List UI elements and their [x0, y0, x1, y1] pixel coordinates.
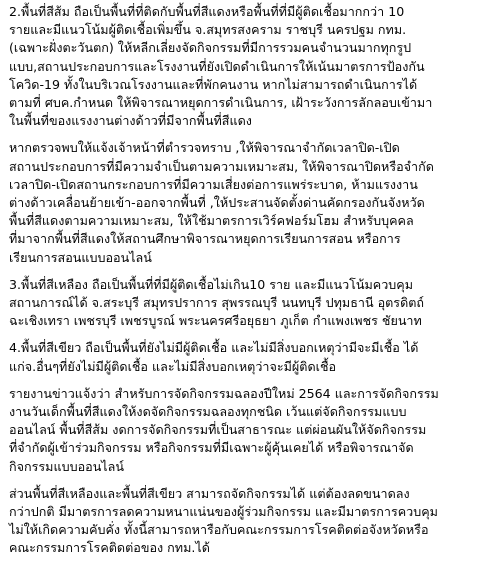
text-line: แก่จ.อื่นๆที่ยังไม่มีผู้ติดเชื้อ และไม่มีสิ่งบอกเหตุว่าจะมีผู้ติดเชื้อ [9, 358, 337, 374]
text-line: ต่างด้าวเคลื่อนย้ายเข้า-ออกจากพื้นที่ ,ให้ประสานจัดตั้งด่านคัดกรองกันจังหวัด [9, 195, 425, 211]
text-line: ออนไลน์ พื้นที่สีส้ม งดการจัดกิจกรรมที่เป็นสาธารณะ แต่ผ่อนผันให้จัดกิจกรรม [9, 422, 427, 438]
text-line: พื้นที่สีแดงตามความเหมาะสม, ให้ใช้มาตรการเวิร์คฟอร์มโฮม สำหรับบุคคล [9, 213, 414, 229]
text-line: รายงานข่าวแจ้งว่า สำหรับการจัดกิจกรรมฉลองปีใหม่ 2564 และการจัดกิจกรรม [9, 385, 439, 401]
paragraph-green-zone [9, 339, 491, 375]
text-line: 4.พื้นที่สีเขียว ถือเป็นพื้นที่ยังไม่มีผู้ติดเชื้อ และไม่มีสิ่งบอกเหตุว่ามีจะมีเชื้อ ได้ [9, 340, 419, 356]
text-line: กว่าปกติ มีมาตรการลดความหนาแน่นของผู้ร่วมกิจกรรม และมีมาตรการควบคุม [9, 504, 438, 520]
paragraph-orange-zone [9, 3, 491, 130]
text-line: ฉะเชิงเทรา เพชรบุรี เพชรบูรณ์ พระนครศรีอยุธยา ภูเก็ต กำแพงเพชร ชัยนาท [9, 313, 422, 329]
paragraph-yellow-green-activities [9, 485, 491, 558]
text-line: สถานการณ์ได้ จ.สระบุรี สมุทรปราการ สุพรรณบุรี นนทบุรี ปทุมธานี อุตรดิตถ์ [9, 295, 425, 311]
text-line: เวลาปิด-เปิดสถานกระกอบการที่มีความเสี่ยงต่อการแพร่ระบาด, ห้ามแรงงาน [9, 176, 418, 192]
text-line: โควิด-19 ทั้งในบริเวณโรงงานและที่พักคนงาน หากไม่สามารถดำเนินการได้ [9, 76, 418, 92]
text-line: ในพื้นที่ของแรงงานต่างด้าวที่มีจากพื้นที่สีแดง [9, 113, 252, 129]
text-line: สถานประกอบการที่มีความจำเป็นตามความเหมาะสม, ให้พิจารณาปิดหรือจำกัด [9, 158, 434, 174]
text-line: 3.พื้นที่สีเหลือง ถือเป็นพื้นที่ที่มีผู้ติดเชื้อไม่เกิน10 ราย และมีแนวโน้มควบคุม [9, 276, 414, 292]
text-line: งานวันเด็กพื้นที่สีแดงให้งดจัดกิจกรรมฉลองทุกชนิด เว้นแต่จัดกิจกรรมแบบ [9, 404, 407, 420]
text-line: (เฉพาะฝั่งตะวันตก) ให้หลีกเลี่ยงจัดกิจกรรมที่มีการรวมคนจำนวนมากทุกรูป [9, 40, 412, 56]
text-line: ส่วนพื้นที่สีเหลืองและพื้นที่สีเขียว สามารถจัดกิจกรรมได้ แต่ต้องลดขนาดลง [9, 485, 410, 501]
text-line: รายและมีแนวโน้มผู้ติดเชื้อเพิ่มขึ้น จ.สมุทรสงคราม ราชบุรี นครปฐม กทม. [9, 22, 407, 38]
paragraph-orange-zone-measures [9, 139, 491, 266]
text-line: ที่จำกัดผู้เข้าร่วมกิจกรรม หรือกิจกรรมที่มีเฉพาะผู้คุ้นเคยได้ หรือพิจารณาจัด [9, 440, 414, 456]
text-line: กิจกรรมแบบออนไลน์ [9, 458, 124, 474]
text-line: แบบ,สถานประกอบการและโรงงานที่ยังเปิดดำเนินการให้เน้นมาตรการป้องกัน [9, 58, 425, 74]
text-line: ที่มาจากพื้นที่สีแดงให้สถานศึกษาพิจารณาหยุดการเรียนการสอน หรือการ [9, 231, 401, 247]
text-line: ไม่ให้เกิดความคับคั่ง ทั้งนี้สามารถหารือกับคณะกรรมการโรคติดต่อจังหวัดหรือ [9, 522, 429, 538]
text-line: คณะกรรมการโรคติดต่อของ กทม.ได้ [9, 540, 210, 556]
text-line: 2.พื้นที่สีส้ม ถือเป็นพื้นที่ที่ติดกับพื้นที่สีแดงหรือพื้นที่ที่มีผู้ติดเชื้อมากกว่า 10 [9, 4, 405, 19]
text-line: หากตรวจพบให้แจ้งเจ้าหน้าที่ตำรวจทราบ ,ให้พิจารณาจำกัดเวลาปิด-เปิด [9, 140, 400, 156]
paragraph-yellow-zone [9, 276, 491, 331]
paragraph-new-year-report [9, 385, 491, 476]
text-line: เรียนการสอนแบบออนไลน์ [9, 249, 152, 265]
text-line: ตามที่ ศบค.กำหนด ให้พิจารณาหยุดการดำเนินการ, เฝ้าระวังการลักลอบเข้ามา [9, 95, 433, 111]
